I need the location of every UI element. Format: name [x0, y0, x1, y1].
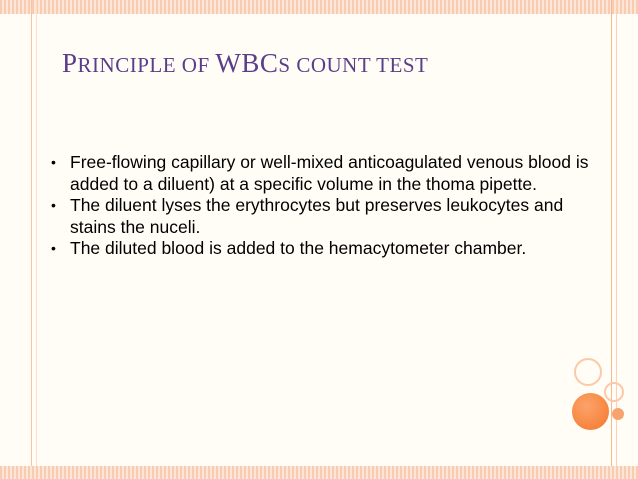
bottom-border — [0, 466, 638, 479]
slide-title — [62, 48, 428, 79]
bullet-item — [48, 195, 608, 238]
title-part: WBC — [215, 48, 279, 78]
left-border-line — [36, 0, 37, 479]
bullet-text: The diluted blood is added to the hemacytometer chamber. — [70, 238, 527, 258]
title-part: OF — [176, 53, 216, 77]
bullet-text: Free-flowing capillary or well-mixed anticoagulated venous blood is added to a diluent) at a specific volume in the thoma pipette. — [70, 152, 589, 194]
decorative-circle-filled — [572, 393, 609, 430]
title-part: COUNT TEST — [290, 53, 429, 77]
title-part: P — [62, 48, 78, 78]
bullet-list — [48, 152, 608, 260]
bullet-item — [48, 152, 608, 195]
right-border-line — [611, 0, 612, 479]
left-border-line — [31, 0, 32, 479]
title-part: S — [278, 53, 291, 77]
top-border — [0, 0, 638, 14]
title-part: RINCIPLE — [77, 53, 177, 77]
bullet-icon: • — [51, 240, 56, 256]
bullet-icon: • — [51, 154, 56, 170]
bullet-text: The diluent lyses the erythrocytes but preserves leukocytes and stains the nuceli. — [70, 195, 564, 237]
bullet-icon: • — [51, 197, 56, 213]
decorative-circle-ring — [574, 358, 602, 386]
decorative-circle-small — [612, 408, 624, 420]
decorative-circle-ring — [604, 382, 624, 402]
bullet-item — [48, 238, 608, 260]
